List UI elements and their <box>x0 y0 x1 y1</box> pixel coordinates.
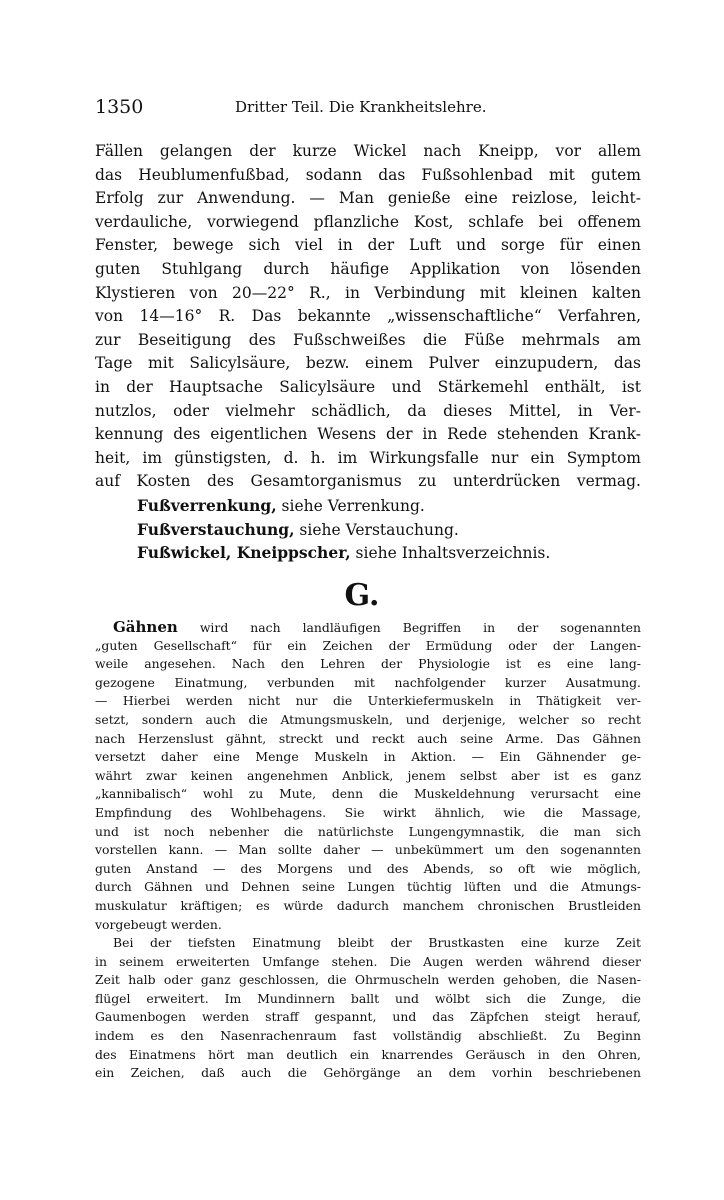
section-letter: G. <box>344 578 380 613</box>
text-line: Empfindung des Wohlbehagens. Sie wirkt ähnlich, wie die Massage, <box>95 804 641 820</box>
text-line: des Einatmens hört man deutlich ein knarrendes Geräusch in den Ohren, <box>95 1046 641 1062</box>
text-line: vorstellen kann. — Man sollte daher — unbekümmert um den sogenannten <box>95 842 641 858</box>
text-line: Klystieren von 20—22° R., in Verbindung mit kleinen kalten <box>95 283 641 302</box>
text-line: Bei der tiefsten Einatmung bleibt der Brustkasten eine kurze Zeit <box>113 935 641 951</box>
text-line: setzt, sondern auch die Atmungsmuskeln, und derjenige, welcher so recht <box>95 711 641 727</box>
text-line: nach Herzenslust gähnt, streckt und reckt auch seine Arme. Das Gähnen <box>95 730 641 746</box>
text-line: ein Zeichen, daß auch die Gehörgänge an dem vorhin beschriebenen <box>95 1065 641 1081</box>
text-line: gezogene Einatmung, verbunden mit nachfolgender kurzer Ausatmung. <box>95 674 641 690</box>
text-line: Gähnen wird nach landläufigen Begriffen in der sogenannten <box>113 618 641 636</box>
text-line: nutzlos, oder vielmehr schädlich, da dieses Mittel, in Ver- <box>95 401 641 420</box>
entry-reference: siehe Verstauchung. <box>294 520 459 539</box>
text-line: heit, im günstigsten, d. h. im Wirkungsfalle nur ein Symptom <box>95 448 641 467</box>
text-line: Tage mit Salicylsäure, bezw. einem Pulver einzupudern, das <box>95 354 641 373</box>
text-line: währt zwar keinen angenehmen Anblick, jenem selbst aber ist es ganz <box>95 767 641 783</box>
index-entry-fussverrenkung <box>95 494 641 518</box>
text-line: — Hierbei werden nicht nur die Unterkiefermuskeln in Thätigkeit ver- <box>95 693 641 709</box>
text-line: Gaumenbogen werden straff gespannt, und das Zäpfchen steigt herauf, <box>95 1009 641 1025</box>
page-header <box>95 96 635 120</box>
text-line: vorgebeugt werden. <box>95 916 222 932</box>
text-line: durch Gähnen und Dehnen seine Lungen tüchtig lüften und die Atmungs- <box>95 879 641 895</box>
text-line: indem es den Nasenrachenraum fast vollständig abschließt. Zu Beginn <box>95 1028 641 1044</box>
continued-paragraph <box>95 140 641 565</box>
text-line: in der Hauptsache Salicylsäure und Stärkemehl enthält, ist <box>95 377 641 396</box>
running-head: Dritter Teil. Die Krankheitslehre. <box>235 98 487 116</box>
text-line: Fenster, bewege sich viel in der Luft und sorge für einen <box>95 236 641 255</box>
text-line: „kannibalisch“ wohl zu Mute, denn die Muskeldehnung verursacht eine <box>95 786 641 802</box>
text-line: und ist noch nebenher die natürlichste Lungengymnastik, die man sich <box>95 823 641 839</box>
article-headword: Gähnen <box>113 618 178 636</box>
entry-headword: Fußverrenkung, <box>137 495 277 515</box>
text-line: Zeit halb oder ganz geschlossen, die Ohrmuscheln werden gehoben, die Nasen- <box>95 972 641 988</box>
text-line: zur Beseitigung des Fußschweißes die Füße mehrmals am <box>95 330 641 349</box>
text-line: Erfolg zur Anwendung. — Man genieße eine reizlose, leicht- <box>95 189 641 208</box>
text-line: guten Stuhlgang durch häufige Applikation von lösenden <box>95 259 641 278</box>
text-line: verdauliche, vorwiegend pflanzliche Kost, schlafe bei offenem <box>95 212 641 231</box>
text-line: Fällen gelangen der kurze Wickel nach Kneipp, vor allem <box>95 142 641 160</box>
index-entry-fussverstauchung <box>95 518 641 542</box>
entry-headword: Fußverstauchung, <box>137 519 295 539</box>
text-line: guten Anstand — des Morgens und des Abends, so oft wie möglich, <box>95 860 641 876</box>
text-line: muskulatur kräftigen; es würde dadurch manchem chronischen Brustleiden <box>95 897 641 913</box>
text-line: „guten Gesellschaft“ für ein Zeichen der Ermüdung oder der Langen- <box>95 637 641 653</box>
entry-headword: Fußwickel, Kneippscher, <box>137 543 351 563</box>
entry-reference: siehe Verrenkung. <box>276 496 425 515</box>
text-line: in seinem erweiterten Umfange stehen. Die Augen werden während dieser <box>95 953 641 969</box>
text-line: flügel erweitert. Im Mundinnern ballt und wölbt sich die Zunge, die <box>95 990 641 1006</box>
index-entry-fusswickel <box>95 541 641 565</box>
entry-reference: siehe Inhaltsverzeichnis. <box>350 544 551 563</box>
text-line: versetzt daher eine Menge Muskeln in Aktion. — Ein Gähnender ge- <box>95 749 641 765</box>
page-number: 1350 <box>95 96 144 118</box>
text-line: kennung des eigentlichen Wesens der in Rede stehenden Krank- <box>95 425 641 444</box>
text-line: von 14—16° R. Das bekannte „wissenschaftliche“ Verfahren, <box>95 307 641 326</box>
text-line: weile angesehen. Nach den Lehren der Physiologie ist es eine lang- <box>95 656 641 672</box>
gaehnen-article <box>95 618 641 1083</box>
text-line: auf Kosten des Gesamtorganismus zu unterdrücken vermag. <box>95 472 641 491</box>
text-line: das Heublumenfußbad, sodann das Fußsohlenbad mit gutem <box>95 165 641 184</box>
